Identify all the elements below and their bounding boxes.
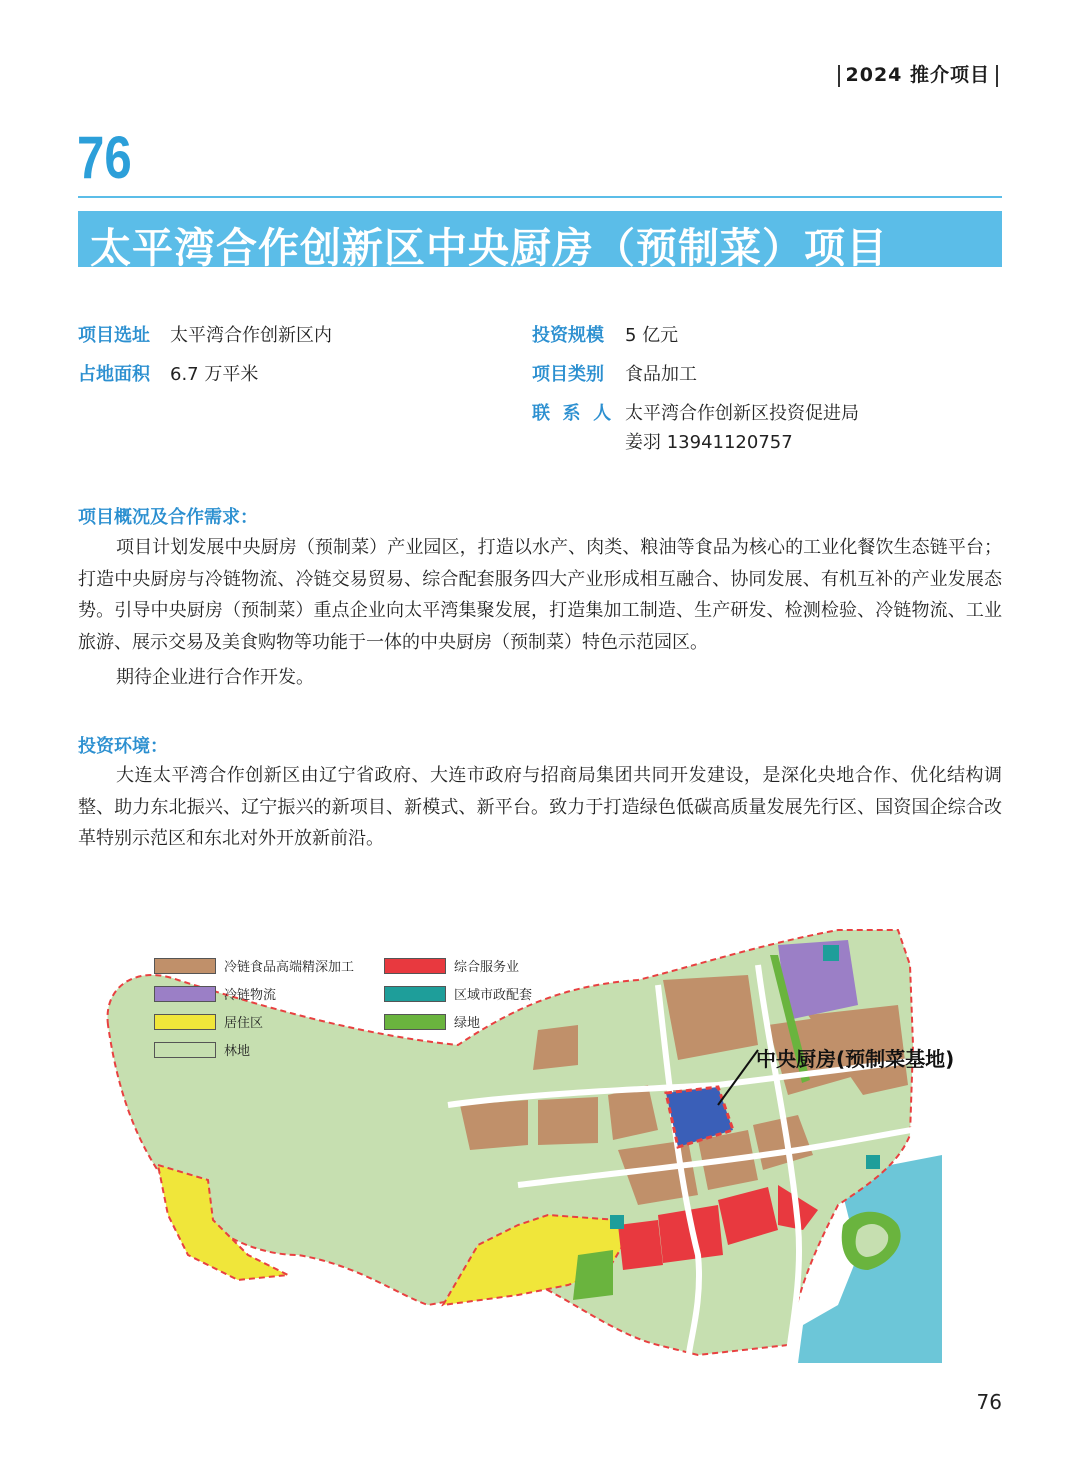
legend-swatch: [154, 986, 216, 1002]
processing-block: [538, 1097, 598, 1145]
processing-block: [533, 1025, 578, 1070]
overview-title: 项目概况及合作需求：: [78, 507, 258, 528]
legend-swatch: [384, 1014, 446, 1030]
contact-org: 太平湾合作创新区投资促进局: [625, 403, 859, 424]
environment-paragraph: 大连太平湾合作创新区由辽宁省政府、大连市政府与招商局集团共同开发建设，是深化央地合作、优化结构调整、助力东北振兴、辽宁振兴的新项目、新模式、新平台。致力于打造绿色低碳高质量发展先行区、国资国企综合改革特别示范区和东北对外开放新前沿。: [78, 765, 1002, 849]
header-tag-text: 2024 推介项目: [845, 64, 990, 86]
green-block: [573, 1250, 613, 1300]
planning-map: [98, 925, 955, 1363]
municipal-block: [866, 1155, 880, 1169]
legend-label: 综合服务业: [454, 960, 520, 975]
legend-label: 区域市政配套: [454, 988, 533, 1003]
title-banner: [78, 211, 1002, 272]
title-divider: [78, 196, 1002, 198]
legend-swatch: [384, 986, 446, 1002]
divider: [838, 65, 840, 87]
legend-label: 冷链物流: [224, 988, 277, 1003]
map-callout-label: 中央厨房(预制菜基地): [756, 1047, 955, 1071]
location-label: 项目选址: [78, 325, 150, 346]
project-title: 太平湾合作创新区中央厨房（预制菜）项目: [90, 224, 888, 272]
location-value: 太平湾合作创新区内: [170, 325, 332, 346]
contact-person: 姜羽 13941120757: [625, 432, 793, 453]
legend-label: 绿地: [454, 1016, 481, 1031]
page-number: 76: [976, 1390, 1002, 1414]
environment-title: 投资环境：: [78, 736, 168, 757]
legend-swatch: [154, 1042, 216, 1058]
legend-label: 居住区: [224, 1016, 264, 1031]
legend-swatch: [154, 958, 216, 974]
divider: [996, 65, 998, 87]
municipal-block: [610, 1215, 624, 1229]
area-label: 占地面积: [78, 364, 150, 385]
overview-paragraph: 项目计划发展中央厨房（预制菜）产业园区，打造以水产、肉类、粮油等食品为核心的工业化餐饮生态链平台；打造中央厨房与冷链物流、冷链交易贸易、综合配套服务四大产业形成相互融合、协同发展、有机互补的产业发展态势。引导中央厨房（预制菜）重点企业向太平湾集聚发展，打造集加工制造、生产研发、检测检验、冷链物流、工业旅游、展示交易及美食购物等功能于一体的中央厨房（预制菜）特色示范园区。: [78, 537, 1002, 653]
project-number: 76: [77, 124, 132, 191]
investment-label: 投资规模: [532, 325, 604, 346]
legend-swatch: [154, 1014, 216, 1030]
category-label: 项目类别: [532, 364, 604, 385]
service-block: [618, 1220, 663, 1270]
header-tag: [832, 60, 1005, 87]
category-value: 食品加工: [625, 364, 697, 385]
contact-label: 联 系 人: [532, 403, 612, 424]
legend-label: 林地: [224, 1044, 251, 1059]
processing-block: [460, 1100, 528, 1150]
overview-paragraph-2: 期待企业进行合作开发。: [116, 667, 314, 688]
processing-block: [663, 975, 758, 1060]
legend-label: 冷链食品高端精深加工: [224, 960, 355, 975]
municipal-block: [823, 945, 839, 961]
investment-value: 5 亿元: [625, 325, 679, 346]
legend-swatch: [384, 958, 446, 974]
area-value: 6.7 万平米: [170, 364, 259, 385]
